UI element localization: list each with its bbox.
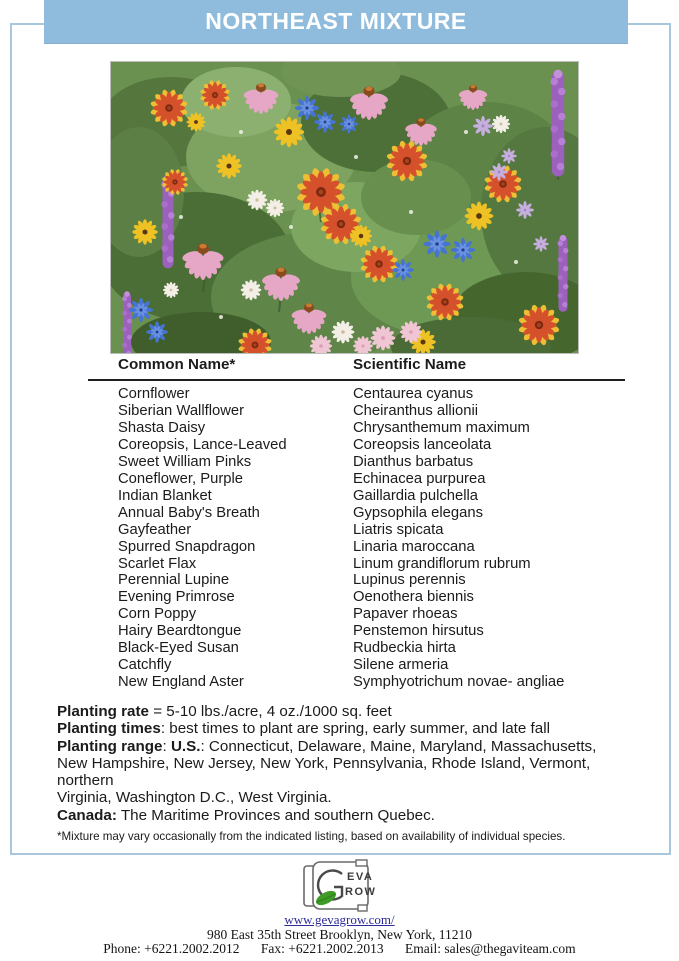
footer (0, 913, 679, 957)
common-name-cell: Catchfly (118, 657, 172, 674)
mixture-disclaimer: *Mixture may vary occasionally from the indicated listing, based on availability of individual species. (57, 829, 566, 843)
common-name-cell: Scarlet Flax (118, 555, 197, 572)
table-row (88, 488, 625, 505)
planting-canada-value: The Maritime Provinces and southern Quebec. (116, 806, 435, 824)
scientific-name-cell: Cheiranthus allionii (353, 402, 479, 419)
table-row (88, 589, 625, 606)
scientific-name-cell: Silene armeria (353, 657, 449, 674)
common-name-cell: Perennial Lupine (118, 572, 230, 589)
scientific-name-cell: Penstemon hirsutus (353, 623, 484, 640)
website-link[interactable]: www.gevagrow.com/ (284, 912, 395, 927)
scientific-name-cell: Dianthus barbatus (353, 453, 474, 470)
scientific-name-cell: Linaria maroccana (353, 538, 475, 555)
column-header-scientific-name: Scientific Name (353, 356, 467, 373)
address-line: 980 East 35th Street Brooklyn, New York, 11210 (207, 926, 472, 942)
gevagrow-logo (301, 858, 379, 919)
table-header-row (88, 356, 625, 381)
scientific-name-cell: Gaillardia pulchella (353, 487, 479, 504)
planting-range-us-line2: New Hampshire, New Jersey, New York, Pennsylvania, Rhode Island, Vermont, northern (57, 754, 591, 790)
common-name-cell: Indian Blanket (118, 487, 212, 504)
email-text: Email: sales@thegaviteam.com (405, 941, 576, 956)
scientific-name-cell: Liatris spicata (353, 521, 444, 538)
table-row (88, 640, 625, 657)
planting-rate-line (57, 703, 647, 720)
planting-times-label: Planting times (57, 720, 161, 738)
title-banner (44, 0, 628, 44)
species-table (88, 356, 625, 691)
table-row (88, 420, 625, 437)
planting-times-value: : best times to plant are spring, early summer, and late fall (160, 720, 550, 738)
logo-box-tab-bottom (358, 905, 367, 911)
scientific-name-cell: Lupinus perennis (353, 572, 466, 589)
scientific-name-cell: Papaver rhoeas (353, 606, 458, 623)
planting-range-us-label: U.S. (170, 737, 201, 755)
wildflower-photo-illustration (111, 62, 578, 353)
scientific-name-cell: Centaurea cyanus (353, 386, 474, 402)
table-row (88, 674, 625, 691)
common-name-cell: Evening Primrose (118, 589, 235, 606)
wildflower-photo (110, 61, 579, 354)
logo-box-tab-top (356, 860, 367, 866)
table-row (88, 505, 625, 522)
table-row (88, 623, 625, 640)
common-name-cell: Black-Eyed Susan (118, 640, 239, 657)
planting-canada-label: Canada: (57, 806, 117, 824)
table-row (88, 522, 625, 539)
contact-line (0, 942, 679, 957)
scientific-name-cell: Gypsophila elegans (353, 504, 483, 521)
table-row (88, 471, 625, 488)
scientific-name-cell: Echinacea purpurea (353, 470, 486, 487)
page-title: NORTHEAST MIXTURE (205, 8, 467, 34)
common-name-cell: New England Aster (118, 674, 244, 691)
common-name-cell: Corn Poppy (118, 606, 197, 623)
common-name-cell: Coneflower, Purple (118, 470, 244, 487)
common-name-cell: Annual Baby's Breath (118, 504, 260, 521)
planting-times-line (57, 720, 647, 737)
scientific-name-cell: Oenothera biennis (353, 589, 474, 606)
logo-text-eva: EVA (346, 871, 373, 883)
common-name-cell: Sweet William Pinks (118, 453, 252, 470)
planting-canada-line (57, 807, 647, 824)
table-row (88, 454, 625, 471)
phone-text: Phone: +6221.2002.2012 (103, 941, 240, 956)
planting-range-separator: : (162, 737, 171, 755)
scientific-name-cell: Coreopsis lanceolata (353, 436, 492, 453)
table-row (88, 657, 625, 674)
planting-info (57, 703, 647, 824)
species-rows (88, 381, 625, 691)
common-name-cell: Shasta Daisy (118, 419, 206, 436)
common-name-cell: Gayfeather (118, 521, 192, 538)
planting-range-line (57, 738, 647, 807)
fax-text: Fax: +6221.2002.2013 (260, 941, 384, 956)
common-name-cell: Hairy Beardtongue (118, 623, 242, 640)
scientific-name-cell: Rudbeckia hirta (353, 640, 456, 657)
table-row (88, 556, 625, 573)
common-name-cell: Coreopsis, Lance-Leaved (118, 436, 287, 453)
planting-range-label: Planting range (57, 737, 163, 755)
logo-text-row: ROW (344, 886, 376, 898)
table-row (88, 539, 625, 556)
scientific-name-cell: Symphyotrichum novae- angliae (353, 674, 565, 691)
planting-range-us-line3: Virginia, Washington D.C., West Virginia. (57, 789, 332, 807)
planting-rate-label: Planting rate (57, 703, 149, 720)
scientific-name-cell: Chrysanthemum maximum (353, 419, 530, 436)
common-name-cell: Cornflower (118, 386, 190, 402)
table-row (88, 437, 625, 454)
common-name-cell: Siberian Wallflower (118, 402, 245, 419)
planting-range-us-line1: : Connecticut, Delaware, Maine, Maryland, Massachusetts, (200, 737, 597, 755)
scientific-name-cell: Linum grandiflorum rubrum (353, 555, 531, 572)
table-row (88, 606, 625, 623)
column-header-common-name: Common Name* (118, 356, 236, 373)
table-row (88, 572, 625, 589)
table-row (88, 386, 625, 403)
planting-rate-value: = 5-10 lbs./acre, 4 oz./1000 sq. feet (149, 703, 392, 720)
common-name-cell: Spurred Snapdragon (118, 538, 256, 555)
table-row (88, 403, 625, 420)
